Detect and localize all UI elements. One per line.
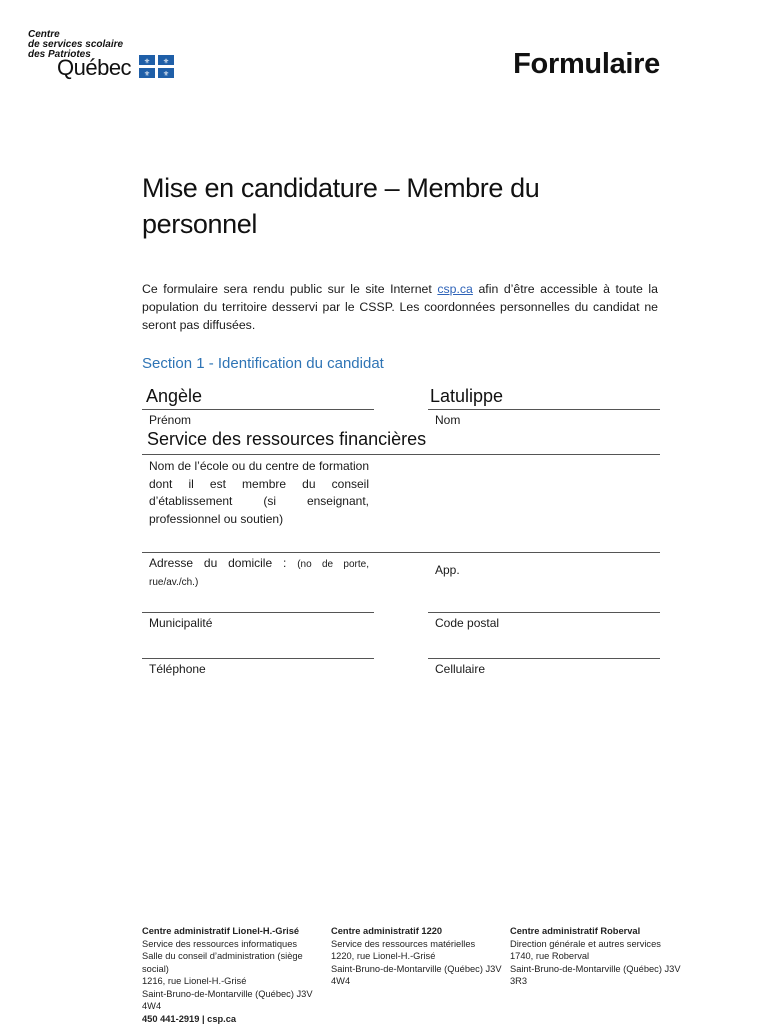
csp-link[interactable]: csp.ca: [437, 282, 473, 296]
footer-contact[interactable]: 450 441-2919 | csp.ca: [142, 1013, 327, 1025]
intro-text-after: afin d’être accessible à toute la population du territoire desservi par le CSSP. Les coordonnées personnelles du candidat ne seront pas diffusées.: [142, 282, 658, 332]
last-name-label: Nom: [435, 413, 460, 427]
postal-code-label: Code postal: [435, 616, 499, 630]
postal-code-input-line[interactable]: [428, 658, 660, 659]
first-name-underline: [142, 409, 374, 410]
logo-quebec-wordmark: Québec: [57, 56, 131, 80]
school-underline: [142, 454, 660, 455]
footer-line: Saint-Bruno-de-Montarville (Québec) J3V 3R3: [510, 963, 685, 988]
city-label: Municipalité: [149, 616, 212, 630]
apt-label: App.: [435, 563, 460, 577]
footer-address-roberval: [510, 925, 685, 988]
svg-text:⚜: ⚜: [163, 58, 169, 66]
footer-address-lionel-grise: [142, 925, 327, 1025]
logo-text-line2: de services scolaire: [28, 39, 123, 50]
address-label-hint: (no de porte, rue/av./ch.): [149, 559, 369, 588]
footer-line: Service des ressources matérielles: [331, 938, 506, 951]
address-label-text: Adresse du domicile :: [149, 556, 297, 570]
footer-line: 1220, rue Lionel-H.-Grisé: [331, 950, 506, 963]
address-label: [149, 555, 369, 591]
school-bottom-line: [142, 552, 660, 553]
school-value[interactable]: Service des ressources financières: [147, 429, 426, 450]
intro-paragraph: [142, 280, 658, 334]
footer-line: Direction générale et autres services: [510, 938, 685, 951]
intro-text-before: Ce formulaire sera rendu public sur le site Internet: [142, 282, 437, 296]
footer-heading: Centre administratif 1220: [331, 925, 506, 938]
city-input-line[interactable]: [142, 658, 374, 659]
svg-text:⚜: ⚜: [163, 70, 169, 78]
footer-line: 1740, rue Roberval: [510, 950, 685, 963]
footer-line: 1216, rue Lionel-H.-Grisé: [142, 975, 327, 988]
svg-text:⚜: ⚜: [144, 58, 150, 66]
logo-text-line3: des Patriotes: [28, 49, 91, 60]
last-name-value[interactable]: Latulippe: [430, 386, 503, 407]
address-input-line[interactable]: [142, 612, 374, 613]
quebec-flag-icon: [139, 55, 174, 78]
phone-label: Téléphone: [149, 662, 206, 676]
footer-address-1220: [331, 925, 506, 988]
section-heading: Section 1 - Identification du candidat: [142, 355, 384, 372]
footer-line: Saint-Bruno-de-Montarville (Québec) J3V 4W4: [331, 963, 506, 988]
page-title: Mise en candidature – Membre du personnel: [142, 170, 642, 242]
document-type-label: Formulaire: [513, 48, 660, 81]
apt-input-line[interactable]: [428, 612, 660, 613]
first-name-label: Prénom: [149, 413, 191, 427]
logo-text-line1: Centre: [28, 29, 60, 40]
footer-heading: Centre administratif Roberval: [510, 925, 685, 938]
footer-line: Saint-Bruno-de-Montarville (Québec) J3V 4W4: [142, 988, 327, 1013]
footer-line: Service des ressources informatiques: [142, 938, 327, 951]
footer-line: Salle du conseil d’administration (siège social): [142, 950, 327, 975]
footer-heading: Centre administratif Lionel-H.-Grisé: [142, 925, 327, 938]
svg-text:⚜: ⚜: [144, 70, 150, 78]
last-name-underline: [428, 409, 660, 410]
school-label: Nom de l’école ou du centre de formation dont il est membre du conseil d’établissement (si enseignant, professionnel ou soutien): [149, 458, 369, 528]
mobile-label: Cellulaire: [435, 662, 485, 676]
first-name-value[interactable]: Angèle: [146, 386, 202, 407]
